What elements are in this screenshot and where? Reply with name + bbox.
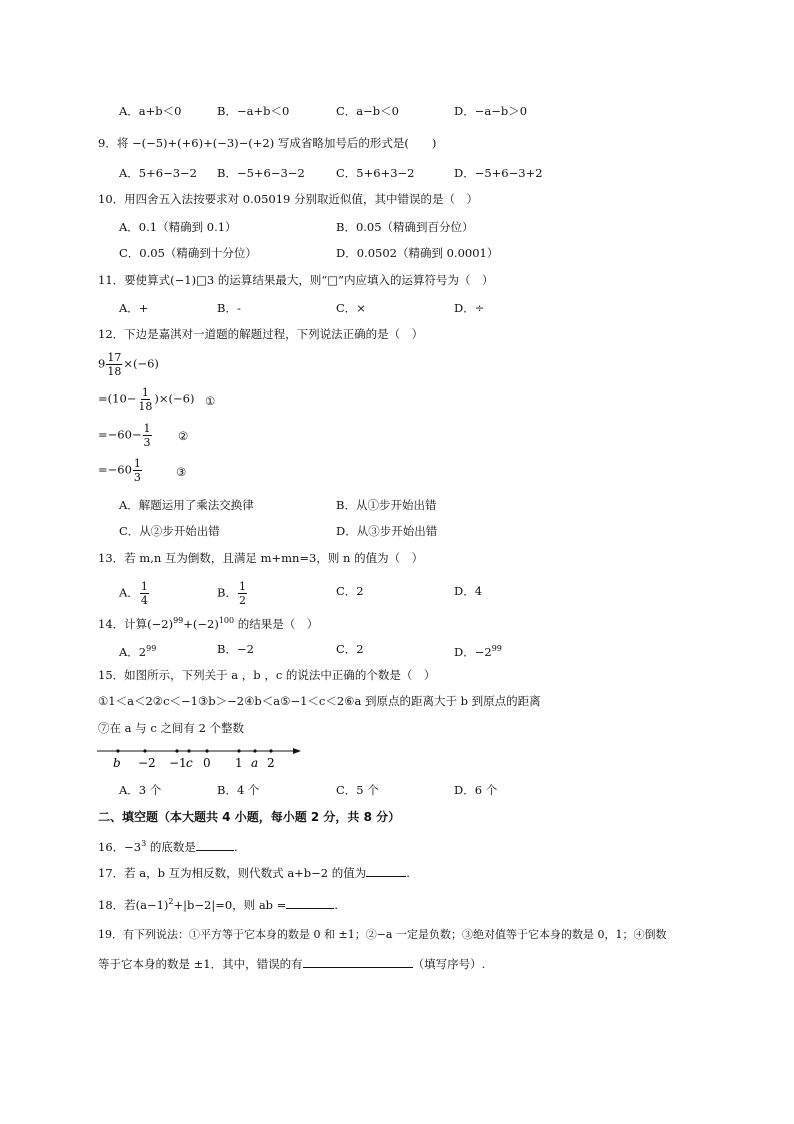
label-2: 2 [267,756,275,770]
q14-options [0,640,794,658]
q12-step2-head: =−60− [98,427,142,442]
q12-option-b: B．从①步开始出错 [336,498,437,512]
q11-option-a: A．+ [119,301,149,315]
option-text: D．−2 [454,644,492,659]
q14-option-b: B．−2 [217,642,254,656]
q15-option-c: C．5 个 [336,783,379,797]
q18-part: . [334,897,338,912]
q14-option-d [454,640,502,661]
q14-option-a [119,640,156,661]
q11-option-d: D．÷ [454,301,485,315]
label-0: 0 [203,756,211,770]
number-line-arrow [293,748,301,754]
q14-option-c: C．2 [336,642,364,656]
q9-option-b: B．−5+6−3−2 [217,166,305,180]
fraction-denominator: 2 [238,594,246,607]
label-a: a [251,756,259,770]
q9-option-d: D．−5+6−3+2 [454,166,543,180]
q14-stem-row [0,612,794,630]
q16-row [0,835,794,853]
q15-number-line [95,743,310,771]
q8-option-b: B．−a+b＜0 [217,104,290,118]
q15-statements-row [0,692,794,710]
q12-step1-mark: ① [205,394,216,408]
exponent: 100 [218,616,235,625]
fraction-denominator: 4 [140,594,148,607]
q11-option-c: C．× [336,301,366,315]
q9-option-c: C．5+6+3−2 [336,166,415,180]
q14-stem-part: 14．计算(−2) [98,616,174,631]
q13-option-c: C．2 [336,584,364,598]
q15-statement7: ⑦在 a 与 c 之间有 2 个整数 [98,721,245,735]
q12-step2-mark: ② [178,429,189,443]
q10-option-b: B．0.05（精确到百分位） [336,220,474,234]
q19-line1: 19．有下列说法：①平方等于它本身的数是 0 和 ±1；②−a 一定是负数；③绝对值等于它本身的数是 0，1；④倒数 [98,928,667,941]
q14-stem-part: +(−2) [183,616,219,631]
q13-stem-row [0,549,794,567]
q9-stem-row [0,134,794,152]
option-text: A．2 [119,644,147,659]
option-label: A． [119,585,139,600]
q12-stem: 12．下边是嘉淇对一道题的解题过程，下列说法正确的是（ ） [98,327,424,341]
q16-answer-blank[interactable] [196,837,234,851]
q15-statement7-row [0,719,794,737]
fraction-numerator: 1 [238,580,246,593]
q16-part: 的底数是 [146,839,196,854]
q18-row [0,893,794,911]
q12-step3-fraction [133,457,142,484]
label-c: c [186,756,193,770]
q16-part: 16．−3 [98,839,142,854]
label-neg1: −1 [169,756,187,770]
q9-options [0,164,794,182]
q17-part: . [406,866,410,880]
q10-option-d: D．0.0502（精确到 0.0001） [336,246,499,260]
q12-option-a: A．解题运用了乘法交换律 [119,498,254,512]
q18-answer-blank[interactable] [286,895,334,909]
q17-answer-blank[interactable] [366,863,406,877]
q15-option-b: B．4 个 [217,783,260,797]
tick-a [253,749,256,752]
q14-stem-part: 的结果是（ ） [234,616,319,631]
section-2-heading: 二、填空题（本大题共 4 小题，每小题 2 分，共 8 分） [98,810,401,824]
q16-text [98,835,238,856]
q15-statements: ①1＜a＜2②c＜−1③b＞−2④b＜a⑤−1＜c＜2⑥a 到原点的距离大于 b 到原点的距离 [98,694,541,708]
tick-2 [269,749,272,752]
q12-step-2 [98,422,153,449]
fraction-denominator: 18 [138,400,153,413]
q13-option-b [217,580,248,607]
q19-line2 [98,954,485,973]
exponent: 99 [173,616,184,625]
label-b: b [113,756,121,770]
q18-part: +|b−2|=0，则 ab = [173,897,287,912]
q15-option-d: D．6 个 [454,783,498,797]
fraction-numerator: 1 [140,580,148,593]
fraction-denominator: 18 [107,365,122,378]
q12-options-row2 [0,522,794,540]
fraction-numerator: 1 [133,457,141,470]
q12-step-3 [98,457,143,484]
q12-option-d: D．从③步开始出错 [336,524,438,538]
fraction-denominator: 3 [133,471,141,484]
q10-options-row2 [0,244,794,262]
q19-part: （填写序号）. [412,957,486,971]
q17-text [98,863,410,882]
q19-line2-row [0,954,794,972]
q19-part: 等于它本身的数是 ±1．其中，错误的有 [98,957,303,971]
q13-option-a [119,580,150,607]
q19-answer-blank[interactable] [303,954,413,968]
q12-step2-fraction [143,422,152,449]
exponent: 2 [168,897,174,906]
q12-step-1 [98,386,194,413]
q13-options [0,580,794,607]
fraction-numerator: 17 [107,351,122,364]
q12-step-0 [98,351,159,378]
tick-c [187,749,190,752]
q13-stem: 13．若 m,n 互为倒数，且满足 m+mn=3，则 n 的值为（ ） [98,551,424,565]
q12-step1-head: =(10− [98,391,137,406]
tick-1 [237,749,240,752]
q12-step0-fraction [106,351,122,378]
q12-stem-row [0,325,794,343]
option-label: B． [217,585,237,600]
q9-option-a: A．5+6−3−2 [119,166,197,180]
fraction-numerator: 1 [143,422,151,435]
tick-b [116,749,119,752]
q10-stem-row [0,190,794,208]
exponent: 99 [146,644,157,653]
q18-part: 18．若(a−1) [98,897,169,912]
tick-neg2 [143,749,146,752]
q11-options [0,299,794,317]
q8-option-a: A．a+b＜0 [119,104,182,118]
q10-option-c: C．0.05（精确到十分位） [119,246,257,260]
q11-stem: 11．要使算式(−1)□3 的运算结果最大，则“□”内应填入的运算符号为（ ） [98,273,494,287]
q14-stem [98,612,318,633]
q17-part: 17．若 a，b 互为相反数，则代数式 a+b−2 的值为 [98,866,367,880]
q15-option-a: A．3 个 [119,783,162,797]
fraction-denominator: 3 [143,436,151,449]
q13-option-a-fraction [140,580,149,607]
q18-text [98,893,338,914]
q17-row [0,863,794,881]
q19-line1-row [0,926,794,944]
q12-options-row1 [0,496,794,514]
label-neg2: −2 [138,756,156,770]
label-1: 1 [235,756,243,770]
q15-stem: 15．如图所示，下列关于 a ，b ，c 的说法中正确的个数是（ ） [98,668,436,682]
q12-step1-fraction [137,386,153,413]
fraction-numerator: 1 [141,386,149,399]
q8-option-c: C．a−b＜0 [336,104,399,118]
q15-options [0,781,794,799]
q10-option-a: A．0.1（精确到 0.1） [119,220,237,234]
q12-step0-tail: ×(−6) [123,356,159,371]
q12-step1-tail: )×(−6) [154,391,195,406]
q9-stem: 9．将 −(−5)+(+6)+(−3)−(+2) 写成省略加号后的形式是( ) [98,136,437,150]
q11-option-b: B．- [217,301,241,315]
exponent: 99 [491,644,502,653]
q12-step3-mark: ③ [176,465,187,479]
q10-options-row1 [0,218,794,236]
q11-stem-row [0,271,794,289]
exponent: 3 [141,839,147,848]
q8-option-d: D．−a−b＞0 [454,104,528,118]
tick-0 [205,749,208,752]
q16-part: . [233,839,238,854]
tick-neg1 [175,749,178,752]
q10-stem: 10．用四舍五入法按要求对 0.05019 分别取近似值，其中错误的是（ ） [98,192,478,206]
q12-step0-whole: 9 [98,356,106,371]
section-2-heading-row [0,808,794,826]
q8-options [0,102,794,120]
q15-stem-row [0,666,794,684]
q13-option-b-fraction [238,580,247,607]
q13-option-d: D．4 [454,584,483,598]
q12-step3-whole: =−60 [98,462,132,477]
q12-option-c: C．从②步开始出错 [119,524,220,538]
